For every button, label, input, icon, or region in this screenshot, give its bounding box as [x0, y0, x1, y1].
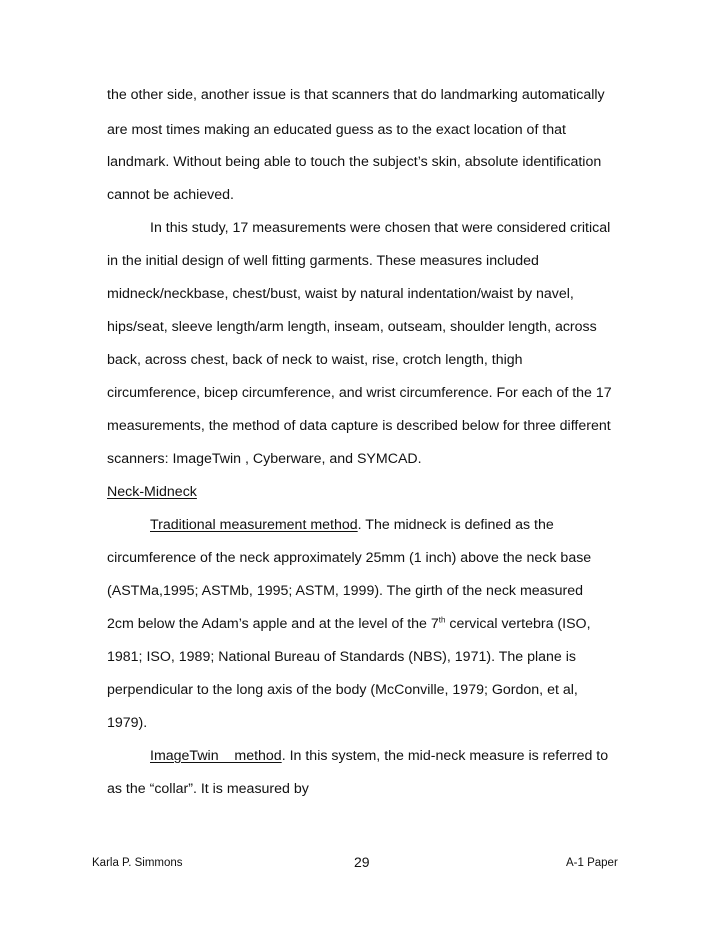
body-line: cannot be achieved. — [107, 187, 234, 203]
body-line — [107, 615, 591, 633]
body-line — [150, 516, 554, 534]
body-line: 1979). — [107, 715, 148, 731]
body-line: scanners: ImageTwin , Cyberware, and SYMCAD. — [107, 451, 422, 467]
section-heading: Neck-Midneck — [107, 484, 197, 500]
subheading-traditional: Traditional measurement method — [150, 517, 358, 533]
subheading-imagetwin: ImageTwin method — [150, 748, 282, 764]
body-line: back, across chest, back of neck to waist, rise, crotch length, thigh — [107, 352, 523, 368]
body-line: perpendicular to the long axis of the body (McConville, 1979; Gordon, et al, — [107, 682, 578, 698]
body-text: . The midneck is defined as the — [357, 517, 554, 533]
body-line: midneck/neckbase, chest/bust, waist by natural indentation/waist by navel, — [107, 286, 574, 302]
body-line: in the initial design of well fitting garments. These measures included — [107, 253, 539, 269]
page-number: 29 — [354, 854, 370, 870]
body-line: are most times making an educated guess as to the exact location of that — [107, 122, 566, 138]
body-line: as the “collar”. It is measured by — [107, 781, 309, 797]
body-line — [150, 747, 608, 765]
superscript: th — [438, 615, 446, 625]
body-line: measurements, the method of data capture is described below for three different — [107, 418, 611, 434]
body-line: 1981; ISO, 1989; National Bureau of Standards (NBS), 1971). The plane is — [107, 649, 576, 665]
footer-label: A-1 Paper — [566, 857, 618, 869]
body-line: the other side, another issue is that scanners that do landmarking automatically — [107, 87, 605, 103]
body-line: circumference, bicep circumference, and wrist circumference. For each of the 17 — [107, 385, 612, 401]
body-line: (ASTMa,1995; ASTMb, 1995; ASTM, 1999). The girth of the neck measured — [107, 583, 584, 599]
footer-author: Karla P. Simmons — [92, 857, 183, 869]
body-text: 2cm below the Adam’s apple and at the level of the 7 — [107, 616, 439, 632]
body-line: hips/seat, sleeve length/arm length, inseam, outseam, shoulder length, across — [107, 319, 597, 335]
body-line: circumference of the neck approximately 25mm (1 inch) above the neck base — [107, 550, 592, 566]
body-text: . In this system, the mid-neck measure is referred to — [281, 748, 609, 764]
body-line: In this study, 17 measurements were chosen that were considered critical — [150, 220, 611, 236]
body-text: cervical vertebra (ISO, — [445, 616, 591, 632]
body-line: landmark. Without being able to touch the subject’s skin, absolute identification — [107, 154, 602, 170]
